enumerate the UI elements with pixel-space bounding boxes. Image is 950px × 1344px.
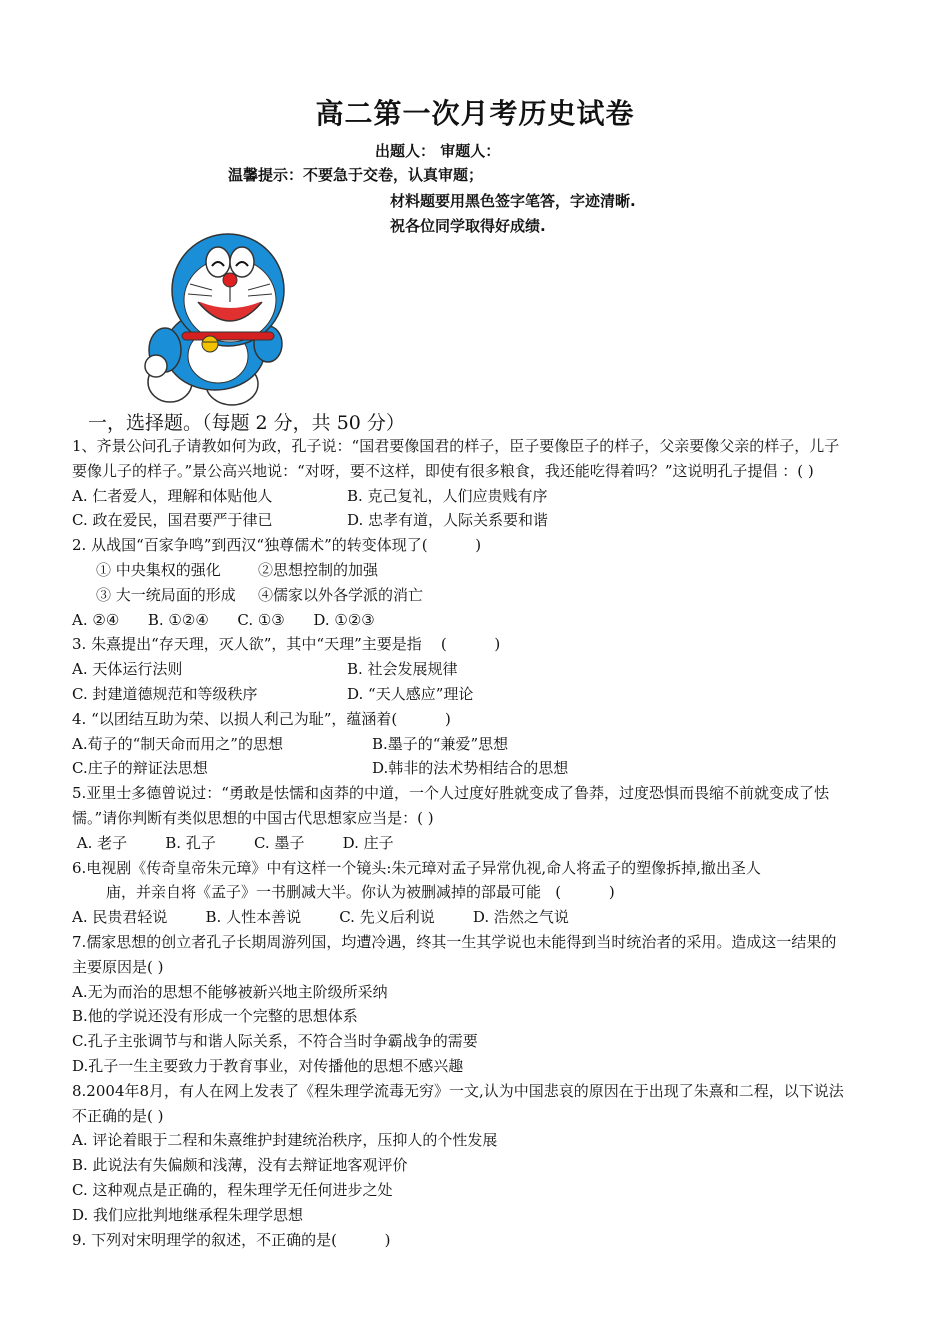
section-1-heading: 一，选择题。（每题 2 分，共 50 分）: [88, 412, 405, 434]
q2-item-2: ②思想控制的加强: [258, 560, 379, 579]
q7-stem: 7.儒家思想的创立者孔子长期周游列国，均遭冷遇，终其一生其学说也未能得到当时统治者的采用。造成这一结果的主要原因是( ): [72, 932, 837, 976]
q2-item-1: ① 中央集权的强化: [96, 560, 221, 579]
q3-stem: 3. 朱熹提出“存天理，灭人欲”，其中“天理”主要是指 ( ): [72, 635, 501, 654]
q1-options-row-1: [72, 484, 850, 509]
q4-option-a: A.荀子的“制天命而用之”的思想: [72, 734, 283, 753]
q8-option-d: D. 我们应批判地继承程朱理学思想: [72, 1205, 304, 1224]
q3-option-b: B. 社会发展规律: [347, 660, 458, 679]
q5-stem: 5.亚里士多德曾说过：“勇敢是怯懦和卤莽的中道，一个人过度好胜就变成了鲁莽，过度恐惧而畏缩不前就变成了怯懦。”请你判断有类似思想的中国古代思想家应当是：( ): [72, 784, 829, 827]
q1-stem: 1、齐景公问孔子请教如何为政，孔子说：“国君要像国君的样子，臣子要像臣子的样子，父亲要像父亲的样子，儿子要像儿子的样子。”景公高兴地说：“对呀，要不这样，即使有很多粮食，我还能吃得着吗？”这说明孔子提倡 ：( ): [72, 437, 840, 480]
q3-options-row-2: [72, 682, 850, 707]
q3-option-a: A. 天体运行法则: [72, 660, 183, 679]
q2-stem: 2. 从战国“百家争鸣”到西汉“独尊儒术”的转变体现了( ): [72, 536, 482, 555]
q3-option-c: C. 封建道德规范和等级秩序: [72, 684, 258, 703]
q7-option-d: D.孔子一生主要致力于教育事业，对传播他的思想不感兴趣: [72, 1056, 464, 1075]
q3-option-d: D. “天人感应”理论: [347, 684, 474, 703]
q1-option-b: B. 克己复礼，人们应贵贱有序: [347, 486, 548, 505]
q4-stem: 4. “以团结互助为荣、以损人利己为耻”，蕴涵着( ): [72, 709, 451, 728]
q4-option-b: B.墨子的“兼爱”思想: [372, 734, 509, 753]
q8-option-a: A. 评论着眼于二程和朱熹维护封建统治秩序，压抑人的个性发展: [72, 1131, 498, 1150]
q2-options: A. ②④ B. ①②④ C. ①③ D. ①②③: [72, 610, 375, 629]
authors-line: 出题人： 审题人：: [375, 142, 501, 160]
tip-line-1: 温馨提示：不要急于交卷，认真审题；: [228, 166, 484, 184]
q2-item-3: ③ 大一统局面的形成: [96, 585, 236, 604]
q6-stem-line-2: 庙，并亲自将《孟子》一书删减大半。你认为被删减掉的部最可能 ( ): [106, 883, 615, 902]
q2-items-row-2: [72, 583, 850, 608]
doraemon-mascot-image: [140, 232, 300, 407]
q1-option-a: A. 仁者爱人，理解和体贴他人: [72, 486, 273, 505]
q7-option-a: A.无为而治的思想不能够被新兴地主阶级所采纳: [72, 982, 388, 1001]
q2-items-row-1: [72, 558, 850, 583]
q9-stem: 9. 下列对宋明理学的叙述，不正确的是( ): [72, 1230, 391, 1249]
exam-title: 高二第一次月考历史试卷: [315, 97, 635, 130]
q6-stem-line-1: 6.电视剧《传奇皇帝朱元璋》中有这样一个镜头:朱元璋对孟子异常仇视,命人将孟子的塑像拆掉,撤出圣人: [72, 858, 761, 877]
q8-stem: 8.2004年8月，有人在网上发表了《程朱理学流毒无穷》一文,认为中国悲哀的原因在于出现了朱熹和二程，以下说法不正确的是( ): [72, 1081, 844, 1125]
q7-option-c: C.孔子主张调节与和谐人际关系，不符合当时争霸战争的需要: [72, 1032, 478, 1051]
tip-line-2: 材料题要用黑色签字笔答，字迹清晰.: [390, 192, 636, 210]
q1-options-row-2: [72, 508, 850, 533]
q4-option-d: D.韩非的法术势相结合的思想: [372, 759, 569, 778]
questions-body: [72, 434, 850, 1252]
q7-option-b: B.他的学说还没有形成一个完整的思想体系: [72, 1007, 358, 1026]
q4-option-c: C.庄子的辩证法思想: [72, 759, 208, 778]
q4-options-row-2: [72, 756, 850, 781]
q6-options: A. 民贵君轻说 B. 人性本善说 C. 先义后利说 D. 浩然之气说: [72, 908, 569, 927]
tip-line-3: 祝各位同学取得好成绩.: [390, 217, 546, 235]
q3-options-row-1: [72, 657, 850, 682]
q1-option-c: C. 政在爱民，国君要严于律已: [72, 511, 273, 530]
q8-option-c: C. 这种观点是正确的，程朱理学无任何进步之处: [72, 1180, 393, 1199]
q4-options-row-1: [72, 732, 850, 757]
q5-options: A. 老子 B. 孔子 C. 墨子 D. 庄子: [72, 833, 394, 852]
q1-option-d: D. 忠孝有道，人际关系要和谐: [347, 511, 549, 530]
q2-item-4: ④儒家以外各学派的消亡: [258, 585, 424, 604]
q8-option-b: B. 此说法有失偏颇和浅薄，没有去辩证地客观评价: [72, 1156, 408, 1175]
